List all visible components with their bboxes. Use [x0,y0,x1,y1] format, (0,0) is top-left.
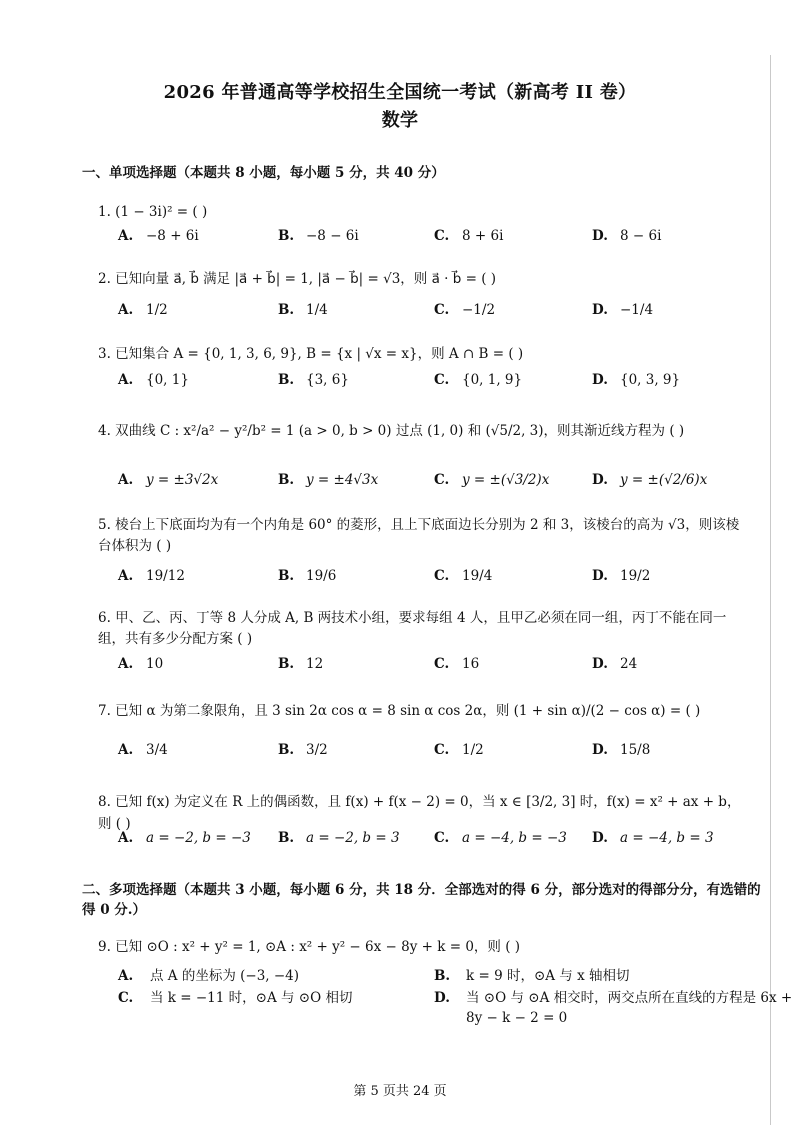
question-1-stem: 1. (1 − 3i)² = ( ) [98,204,208,220]
option-a: A. −8 + 6i [118,228,199,244]
option-c: C. 当 k = −11 时，⊙A 与 ⊙O 相切 [118,990,353,1006]
question-5-stem: 5. 棱台上下底面均为有一个内角是 60° 的菱形，且上下底面边长分别为 2 和 3，该棱台的高为 √3，则该棱台体积为 ( ) [98,517,740,554]
option-b: B. y = ±4√3x [278,472,379,488]
option-b: B. 3/2 [278,742,328,758]
page-number: 第 5 页共 24 页 [353,1084,447,1099]
option-a: A. a = −2, b = −3 [118,830,251,846]
option-a: A. y = ±3√2x [118,472,219,488]
option-d: D. −1/4 [592,302,654,318]
question-8-stem: 8. 已知 f(x) 为定义在 R 上的偶函数，且 f(x) + f(x − 2) = 0，当 x ∈ [3/2, 3] 时，f(x) = x² + ax + b，则 ( ) [98,794,741,832]
page-edge-line [770,55,771,1125]
option-b: B. {3, 6} [278,372,349,388]
exam-title: 2026 年普通高等学校招生全国统一考试（新高考 II 卷） [163,82,637,103]
option-d: D. 19/2 [592,568,651,584]
option-b: B. 12 [278,656,324,672]
section-heading-multiple-choice: 二、多项选择题（本题共 3 小题，每小题 6 分，共 18 分．全部选对的得 6 分，部分选对的得部分分，有选错的得 0 分.） [82,882,761,918]
question-4-stem: 4. 双曲线 C : x²/a² − y²/b² = 1 (a > 0, b > 0) 过点 (1, 0) 和 (√5/2, 3)，则其渐近线方程为 ( ) [98,423,685,439]
option-d: D. 24 [592,656,638,672]
section-heading-single-choice: 一、单项选择题（本题共 8 小题，每小题 5 分，共 40 分） [82,165,445,181]
option-b: B. k = 9 时，⊙A 与 x 轴相切 [434,968,630,984]
option-c: C. −1/2 [434,302,496,318]
option-b: B. 1/4 [278,302,328,318]
option-c: C. y = ±(√3/2)x [434,472,550,488]
option-d: D. 当 ⊙O 与 ⊙A 相交时，两交点所在直线的方程是 6x + 8y − k − 2 = 0 [434,990,793,1026]
question-3-stem: 3. 已知集合 A = {0, 1, 3, 6, 9}, B = {x | √x = x}，则 A ∩ B = ( ) [98,346,524,362]
option-c: C. 8 + 6i [434,228,504,244]
question-2-stem: 2. 已知向量 a⃗, b⃗ 满足 |a⃗ + b⃗| = 1, |a⃗ − b⃗| = √3，则 a⃗ · b⃗ = ( ) [98,271,497,287]
question-6-stem: 6. 甲、乙、丙、丁等 8 人分成 A, B 两技术小组，要求每组 4 人，且甲乙必须在同一组，丙丁不能在同一组，共有多少分配方案 ( ) [98,610,727,647]
option-a: A. 10 [118,656,164,672]
option-a: A. 点 A 的坐标为 (−3, −4) [118,968,300,984]
option-d: D. a = −4, b = 3 [592,830,714,846]
option-b: B. a = −2, b = 3 [278,830,400,846]
option-d: D. {0, 3, 9} [592,372,681,388]
option-a: A. 19/12 [118,568,185,584]
option-a: A. 3/4 [118,742,168,758]
option-c: C. a = −4, b = −3 [434,830,567,846]
option-d: D. 15/8 [592,742,651,758]
question-7-stem: 7. 已知 α 为第二象限角，且 3 sin 2α cos α = 8 sin α cos 2α，则 (1 + sin α)/(2 − cos α) = ( ) [98,703,701,719]
option-b: B. −8 − 6i [278,228,359,244]
option-d: D. y = ±(√2/6)x [592,472,708,488]
option-a: A. {0, 1} [118,372,189,388]
option-b: B. 19/6 [278,568,337,584]
option-a: A. 1/2 [118,302,168,318]
subject-title: 数学 [381,110,419,131]
option-d: D. 8 − 6i [592,228,662,244]
option-c: C. {0, 1, 9} [434,372,523,388]
option-c: C. 19/4 [434,568,493,584]
question-9-stem: 9. 已知 ⊙O : x² + y² = 1, ⊙A : x² + y² − 6x − 8y + k = 0，则 ( ) [98,939,521,955]
option-c: C. 1/2 [434,742,484,758]
option-c: C. 16 [434,656,480,672]
